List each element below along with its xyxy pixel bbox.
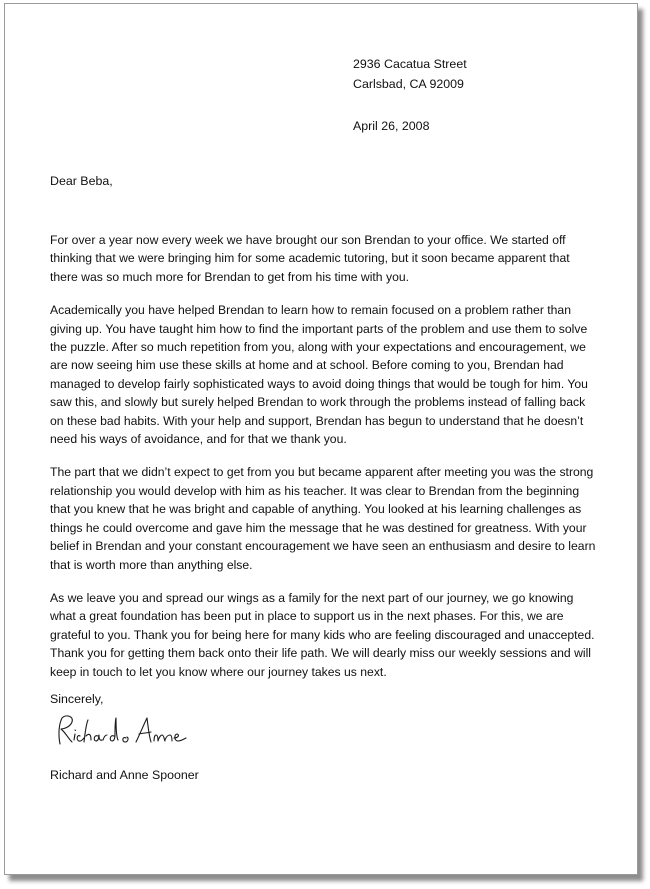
paragraph-4: As we leave you and spread our wings as a family for the next part of our journey, we go knowing what a great foundation has been put in place to support us in the next phases. For this, we are grateful to you. Thank you for being here for many kids who are feeling discouraged and unaccepted. Thank you for getting them back onto their life path. We will dearly miss our weekly sessions and will keep in touch to let you know where our journey takes us next. bbox=[50, 590, 595, 679]
address-street: 2936 Cacatua Street bbox=[353, 57, 467, 71]
letter-body bbox=[50, 231, 598, 696]
closing: Sincerely, bbox=[50, 692, 104, 706]
signer-name: Richard and Anne Spooner bbox=[50, 768, 199, 782]
paragraph-3: The part that we didn’t expect to get from you but became apparent after meeting you was the strong relationship you would develop with him as his teacher. It was clear to Brendan from the beginning that you knew that he was bright and capable of anything. You looked at his learning challenges as things he could overcome and gave him the message that he was destined for greatness. With your belief in Brendan and your constant encouragement we have seen an enthusiasm and desire to learn that is worth more than anything else. bbox=[50, 465, 596, 572]
letter-date: April 26, 2008 bbox=[353, 119, 430, 133]
sender-address bbox=[353, 54, 467, 94]
paragraph-2: Academically you have helped Brendan to learn how to remain focused on a problem rather than giving up. You have taught him how to find the important parts of the problem and use them to solve the puzzle. After so much repetition from you, along with your expectations and encouragement, we are now seeing him use these skills at home and at school. Before coming to you, Brendan had managed to develop fairly sophisticated ways to avoid doing things that would be tough for him. You saw this, and slowly but surely helped Brendan to work through the problems instead of falling back on these bad habits. With your help and support, Brendan has begun to understand that he doesn’t need his ways of avoidance, and for that we thank you. bbox=[50, 303, 588, 447]
paragraph-1: For over a year now every week we have brought our son Brendan to your office. We started off thinking that we were bringing him for some academic tutoring, but it soon became apparent that there was so much more for Brendan to get from his time with you. bbox=[50, 233, 570, 284]
signature-drawing bbox=[50, 712, 210, 754]
handwritten-signature bbox=[50, 712, 210, 759]
salutation: Dear Beba, bbox=[50, 174, 113, 188]
letter-page bbox=[4, 3, 638, 875]
address-city: Carlsbad, CA 92009 bbox=[353, 77, 464, 91]
